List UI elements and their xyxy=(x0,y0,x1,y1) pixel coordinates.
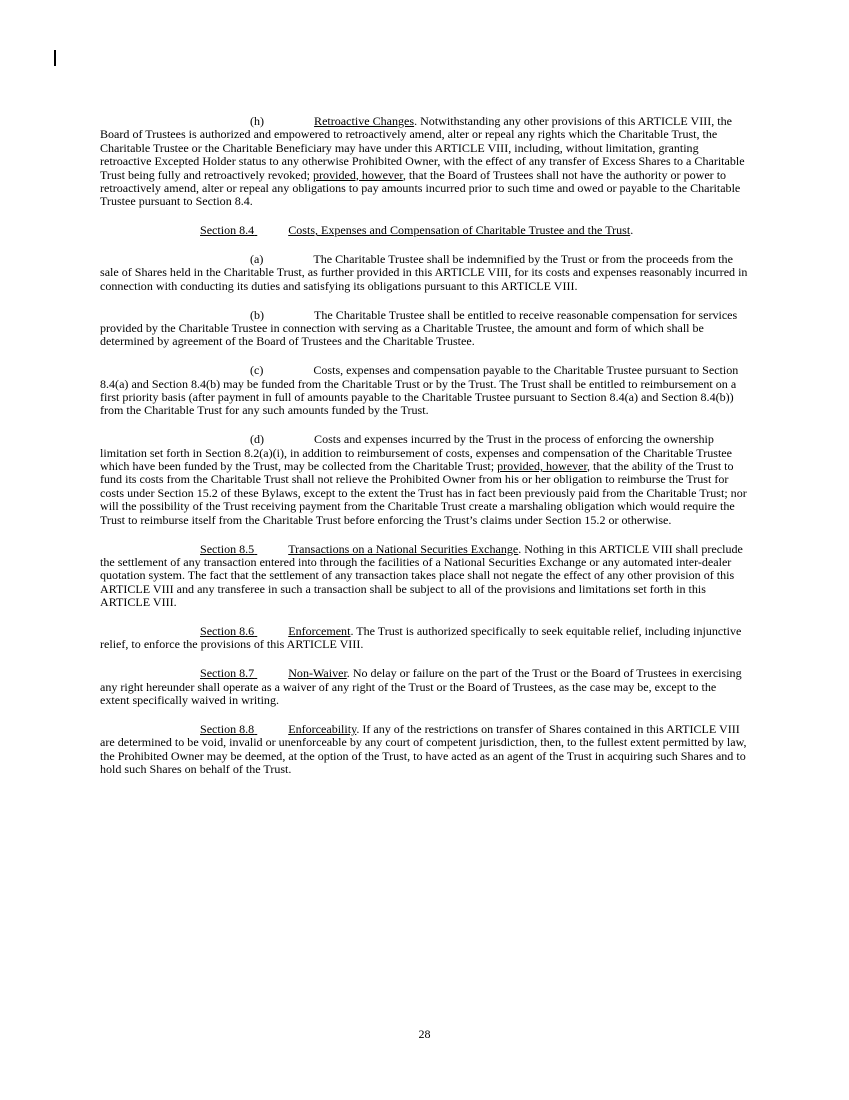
document-page xyxy=(100,115,748,792)
section-8-7 xyxy=(100,667,748,707)
paragraph-h xyxy=(100,115,748,209)
section-8-7-text: . No delay or failure on the part of the Trust or the Board of Trustees in exercising any right hereunder shall operate as a waiver of any right of the Trust or the Board of Trustees, as the case may be, except to the extent specifically waived in writing. xyxy=(100,666,742,707)
section-8-8-number: Section 8.8 xyxy=(200,721,255,736)
section-8-8-title: Enforceability xyxy=(288,721,357,736)
paragraph-8-4-b xyxy=(100,309,748,349)
section-tab-underline xyxy=(254,723,288,736)
provided-however: provided, however xyxy=(497,459,587,474)
section-8-5-text: . Nothing in this ARTICLE VIII shall preclude the settlement of any transaction entered into through the facilities of a National Securities Exchange or any automated inter-dealer quotation system. The fact that the settlement of any transaction takes place shall not negate the effect of any other provision of this ARTICLE VIII and any transferee in such a transaction shall be subject to all of the provisions and limitations set forth in this ARTICLE VIII. xyxy=(100,541,743,610)
section-8-4-number: Section 8.4 xyxy=(200,223,255,238)
section-8-4-heading xyxy=(100,224,748,237)
section-8-5-number: Section 8.5 xyxy=(200,541,255,556)
section-8-5-title: Transactions on a National Securities Exchange xyxy=(288,541,519,556)
section-8-6-title: Enforcement xyxy=(288,623,351,638)
section-8-8-text: . If any of the restrictions on transfer of Shares contained in this ARTICLE VIII are determined to be void, invalid or unenforceable by any court of competent jurisdiction, then, to the fullest extent permitted by law, the Prohibited Owner may be deemed, at the option of the Trust, to have acted as an agent of the Trust in acquiring such Shares and to hold such Shares on behalf of the Trust. xyxy=(100,721,747,776)
section-tab-underline xyxy=(254,224,288,237)
page-number: 28 xyxy=(418,1027,431,1041)
section-8-6-number: Section 8.6 xyxy=(200,623,255,638)
paragraph-c-text: Costs, expenses and compensation payable to the Charitable Trustee pursuant to Section 8.4(a) and Section 8.4(b) may be funded from the Charitable Trust or by the Trust. The Trust shall be entitled to reimbursement on a first priority basis (after payment in full of amounts payable to the Charitable Trustee pursuant to Section 8.4(a) and Section 8.4(b)) from the Charitable Trust for any such amounts funded by the Trust. xyxy=(100,363,739,418)
paragraph-8-4-a xyxy=(100,253,748,293)
paragraph-h-text: . Notwithstanding any other provisions of this ARTICLE VIII, the Board of Trustees is authorized and empowered to retroactively amend, alter or repeal any rights which the Charitable Trust, the Charitable Trustee or the Charitable Beneficiary may have under this ARTICLE VIII, including, without limitation, granting retroactive Excepted Holder status to any otherwise Prohibited Owner, with the effect of any transfer of Excess Shares to a Charitable Trust being fully and retroactively revoked; xyxy=(100,114,745,182)
text-cursor xyxy=(54,50,56,66)
paragraph-c-label: (c) xyxy=(250,363,264,378)
paragraph-d-text: Costs and expenses incurred by the Trust in the process of enforcing the ownership limitation set forth in Section 8.2(a)(i), in addition to reimbursement of costs, expenses and compensation of the Charitable Trustee which have been funded by the Trust, may be collected from the Charitable Trust; xyxy=(100,432,732,474)
paragraph-h-text-cont: , that the Board of Trustees shall not have the authority or power to retroactively amend, alter or repeal any obligations to pay amounts incurred prior to such time and owed or payable to the Charitable Trustee pursuant to Section 8.4. xyxy=(100,167,741,209)
paragraph-8-4-c xyxy=(100,364,748,418)
section-8-6 xyxy=(100,625,748,652)
paragraph-h-title: Retroactive Changes xyxy=(314,114,415,128)
section-8-8 xyxy=(100,723,748,777)
section-8-4-title: Costs, Expenses and Compensation of Charitable Trustee and the Trust xyxy=(288,223,631,238)
paragraph-h-label: (h) xyxy=(250,114,265,128)
paragraph-b-label: (b) xyxy=(250,307,265,322)
paragraph-d-text-cont: , that the ability of the Trust to fund its costs from the Charitable Trust shall not relieve the Prohibited Owner from his or her obligation to reimburse the Trust for costs under Section 15.2 of these Bylaws, except to the extent the Trust has in fact been previously paid from the Charitable Trust; nor will the possibility of the Trust receiving payment from the Charitable Trust create a marshaling obligation which would require the Trust to reimburse itself from the Charitable Trust before enforcing the Trust’s claims under Section 15.2 or otherwise. xyxy=(100,459,747,527)
paragraph-b-text: The Charitable Trustee shall be entitled to receive reasonable compensation for services provided by the Charitable Trustee in connection with serving as a Charitable Trustee, the amount and form of which shall be determined by agreement of the Board of Trustees and the Charitable Trustee. xyxy=(100,307,738,349)
paragraph-a-text: The Charitable Trustee shall be indemnified by the Trust or from the proceeds from the sale of Shares held in the Charitable Trust, as further provided in this ARTICLE VIII, for its costs and expenses reasonably incurred in connection with conducting its duties and satisfying its obligations pursuant to this ARTICLE VIII. xyxy=(100,252,748,293)
section-8-5 xyxy=(100,543,748,610)
provided-however: provided, however xyxy=(313,167,403,182)
section-8-6-text: . The Trust is authorized specifically to seek equitable relief, including injunctive relief, to enforce the provisions of this ARTICLE VIII. xyxy=(100,623,742,652)
paragraph-8-4-d xyxy=(100,433,748,527)
section-8-4-period: . xyxy=(630,223,634,238)
paragraph-d-label: (d) xyxy=(250,432,265,447)
section-8-7-number: Section 8.7 xyxy=(200,666,255,681)
paragraph-a-label: (a) xyxy=(250,252,264,267)
section-tab-underline xyxy=(254,625,288,638)
section-8-7-title: Non-Waiver xyxy=(288,666,347,681)
section-tab-underline xyxy=(254,667,288,680)
section-tab-underline xyxy=(254,543,288,556)
